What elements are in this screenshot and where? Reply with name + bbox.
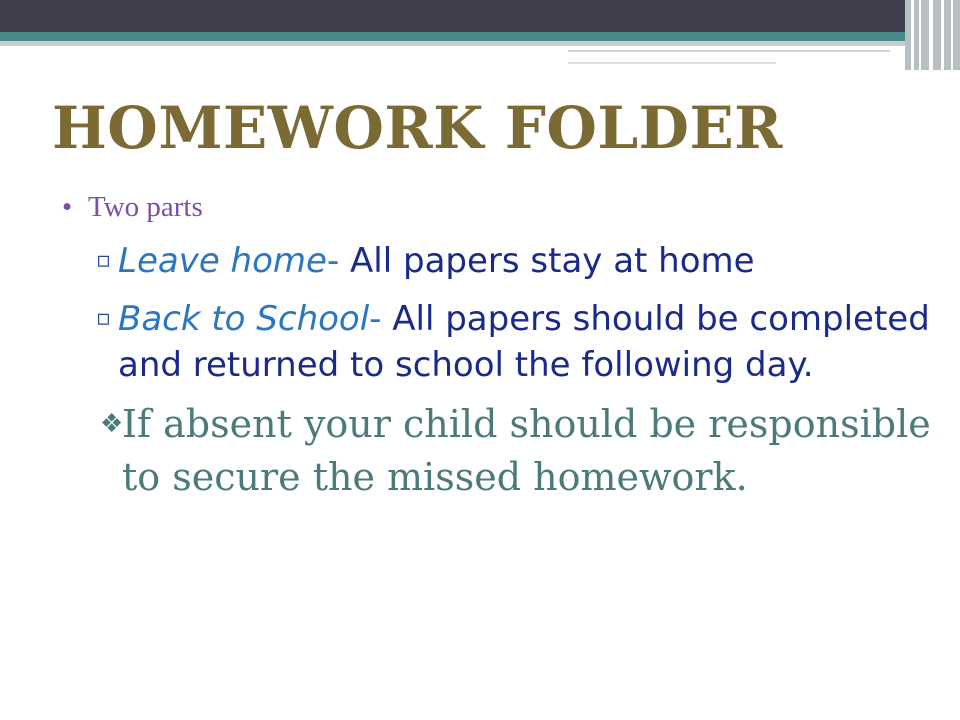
header-bar-teal: [0, 32, 960, 41]
note-text: If absent your child should be responsible to secure the missed homework.: [122, 402, 931, 499]
header-bar-dark: [0, 0, 960, 32]
square-bullet-icon: ▫: [96, 306, 111, 331]
bullet-level1: [60, 188, 940, 226]
bullet-text: Two parts: [88, 191, 203, 223]
square-bullet-icon: ▫: [96, 248, 111, 273]
note-bullet: [60, 398, 940, 504]
sub-bullet-dash: -: [369, 299, 382, 339]
header-right-stripes: [905, 0, 960, 70]
sub-bullet-lead: Leave home: [118, 241, 327, 281]
diamond-bullet-icon: ❖: [100, 409, 124, 439]
header-accent-line: [568, 62, 776, 64]
header-bar-gray: [0, 41, 960, 46]
sub-bullet-text: All papers should be completed and returned to school the following day.: [118, 299, 930, 385]
sub-bullet-lead: Back to School: [118, 299, 370, 339]
sub-bullet-leave-home: [60, 238, 940, 284]
sub-bullet-back-to-school: [60, 296, 940, 388]
sub-bullet-dash: -: [326, 241, 340, 281]
slide-body: [60, 188, 940, 504]
header-accent-line: [568, 50, 890, 52]
slide-title: HOMEWORK FOLDER: [52, 94, 783, 162]
sub-bullet-text: All papers stay at home: [339, 241, 755, 281]
bullet-dot-icon: •: [62, 191, 73, 223]
